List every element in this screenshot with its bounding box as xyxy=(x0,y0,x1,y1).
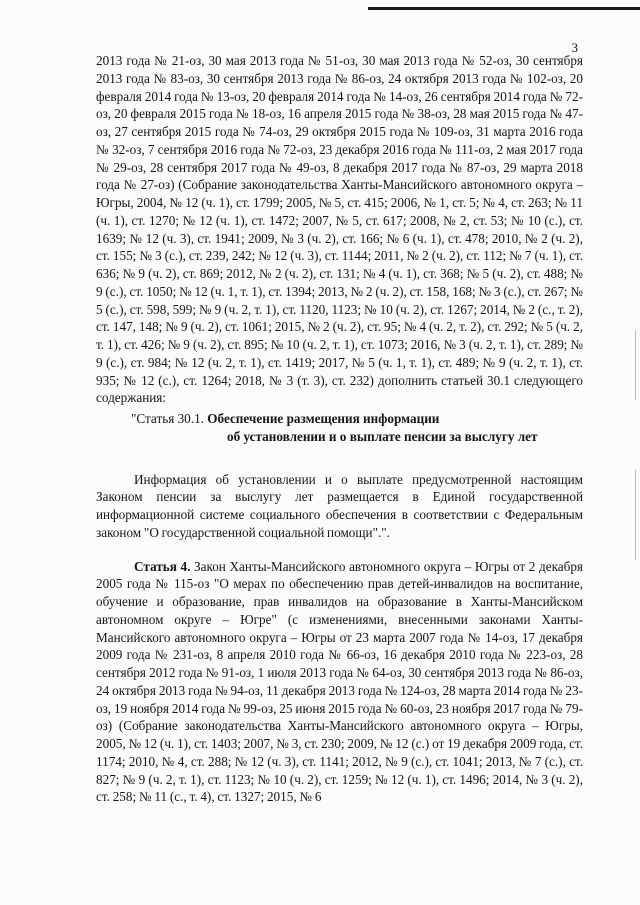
spacer xyxy=(96,446,583,471)
article-30-1-lead: "Статья 30.1. xyxy=(131,411,208,426)
article-30-1-title-line1: Обеспечение размещения информации xyxy=(207,411,440,426)
paragraph-amendments-list: 2013 года № 21-оз, 30 мая 2013 года № 51-оз, 30 мая 2013 года № 52-оз, 30 сентября 2013 года № 83-оз, 30 сентября 2013 года № 86-оз, 24 октября 2013 года № 102-оз, 20 февраля 2014 года № 13-оз, 20 февраля 2014 года № 14-оз, 26 сентября 2014 года № 72-оз, 20 февраля 2015 года № 18-оз, 16 апреля 2015 года № 38-оз, 28 мая 2015 года № 47-оз, 27 сентября 2015 года № 74-оз, 29 октября 2015 года № 109-оз, 31 марта 2016 года № 32-оз, 7 сентября 2016 года № 72-оз, 23 декабря 2016 года № 111-оз, 2 мая 2017 года № 29-оз, 28 сентября 2017 года № 49-оз, 8 декабря 2017 года № 87-оз, 29 марта 2018 года № 27-оз) (Собрание законодательства Ханты-Мансийского автономного округа – Югры, 2004, № 12 (ч. 1), ст. 1799; 2005, № 5, ст. 415; 2006, № 1, ст. 5; № 4, ст. 263; № 11 (ч. 1), ст. 1270; № 12 (ч. 1), ст. 1472; 2007, № 5, ст. 617; 2008, № 2, ст. 53; № 10 (с.), ст. 1639; № 12 (ч. 3), ст. 1941; 2009, № 3 (ч. 2), ст. 166; № 6 (ч. 1), ст. 478; 2010, № 2 (ч. 2), ст. 155; № 3 (с.), ст. 239, 242; № 12 (ч. 3), ст. 1144; 2011, № 2 (ч. 2), ст. 112; № 7 (ч. 1), ст. 636; № 9 (ч. 2), ст. 869; 2012, № 2 (ч. 2), ст. 131; № 4 (ч. 1), ст. 368; № 5 (ч. 2), ст. 488; № 9 (с.), ст. 1050; № 12 (ч. 1, т. 1), ст. 1394; 2013, № 2 (ч. 2), ст. 158, 168; № 3 (с.), ст. 267; № 5 (с.), ст. 598, 599; № 9 (ч. 2, т. 1), ст. 1120, 1123; № 10 (ч. 2), ст. 1267; 2014, № 2 (с., т. 2), ст. 147, 148; № 9 (ч. 2), ст. 1061; 2015, № 2 (ч. 2), ст. 95; № 4 (ч. 2, т. 2), ст. 292; № 5 (ч. 2, т. 1), ст. 426; № 9 (ч. 2), ст. 895; № 10 (ч. 2, т. 1), ст. 1073; 2016, № 3 (ч. 2, т. 1), ст. 289; № 9 (с.), ст. 984; № 12 (ч. 2, т. 1), ст. 1419; 2017, № 5 (ч. 1, т. 1), ст. 489; № 9 (ч. 2, т. 1), ст. 935; № 12 (с.), ст. 1264; 2018, № 3 (т. 3), ст. 232) дополнить статьей 30.1 следующего содержания: xyxy=(96,53,583,406)
top-rule xyxy=(368,7,640,10)
paragraph-article-30-1-text: Информация об установлении и о выплате предусмотренной настоящим Законом пенсии за выслугу лет размещается в Единой государственной информационной системе социального обеспечения в соответствии с Федеральным законом "О государственной социальной помощи".". xyxy=(96,471,583,540)
paragraph-article-4 xyxy=(96,558,583,807)
page-number: 3 xyxy=(571,40,578,55)
document-body xyxy=(96,52,583,806)
article-4-label: Статья 4. xyxy=(134,558,191,574)
article-4-text: Закон Ханты-Мансийского автономного округа – Югры от 2 декабря 2005 года № 115-оз "О мерах по обеспечению прав детей-инвалидов на воспитание, обучение и образование, прав инвалидов на образование в Ханты-Мансийском автономном округе – Югре" (с изменениями, внесенными законами Ханты-Мансийского автономного округа – Югры от 23 марта 2007 года № 14-оз, 17 декабря 2009 года № 231-оз, 8 апреля 2010 года № 66-оз, 16 декабря 2010 года № 223-оз, 28 сентября 2012 года № 91-оз, 1 июля 2013 года № 64-оз, 30 сентября 2013 года № 86-оз, 24 октября 2013 года № 94-оз, 11 декабря 2013 года № 124-оз, 28 марта 2014 года № 23-оз, 19 ноября 2014 года № 99-оз, 25 июня 2015 года № 60-оз, 23 ноября 2017 года № 79-оз) (Собрание законодательства Ханты-Мансийского автономного округа – Югры, 2005, № 12 (ч. 1), ст. 1403; 2007, № 3, ст. 230; 2009, № 12 (с.) от 19 декабря 2009 года, ст. 1174; 2010, № 4, ст. 288; № 12 (ч. 3), ст. 1141; 2012, № 9 (с.), ст. 1041; 2013, № 7 (с.), ст. 827; № 9 (ч. 2, т. 1), ст. 1123; № 10 (ч. 2), ст. 1259; № 12 (ч. 1), ст. 1496; 2014, № 3 (ч. 2), ст. 258; № 11 (с., т. 4), ст. 1327; 2015, № 6 xyxy=(96,558,584,805)
spacer xyxy=(96,542,583,558)
scan-margin-mark xyxy=(635,330,636,400)
article-30-1-title-line2: об установлении и о выплате пенсии за выслугу лет xyxy=(227,428,538,444)
article-30-1-heading xyxy=(96,410,583,446)
scan-margin-mark xyxy=(635,470,636,560)
